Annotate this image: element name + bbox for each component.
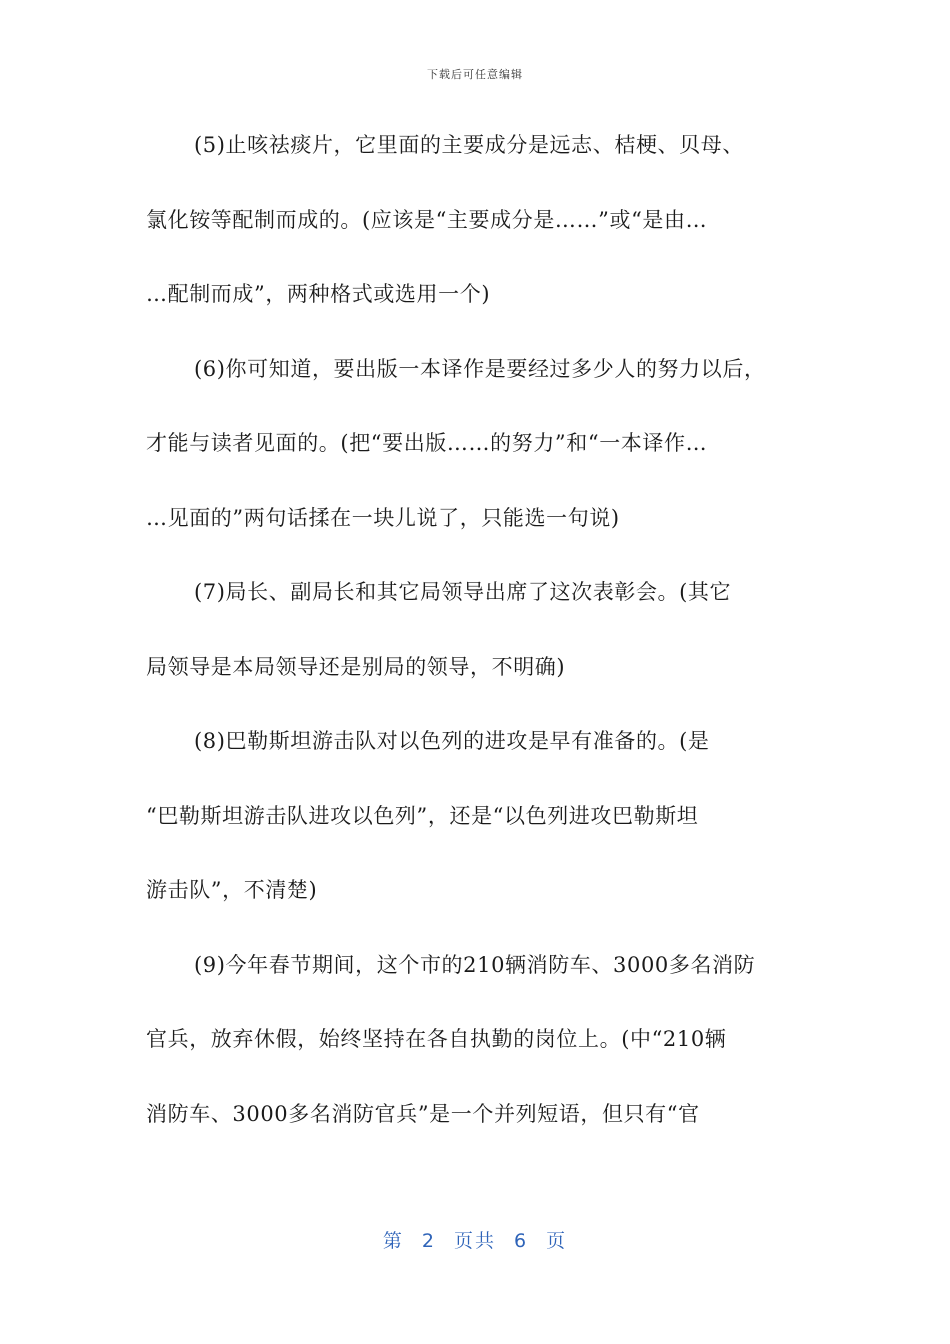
paragraph-line: (7)局长、副局长和其它局领导出席了这次表彰会。(其它: [194, 580, 732, 604]
total-pages-number: 6: [514, 1230, 529, 1252]
paragraph-line: (9)今年春节期间，这个市的210辆消防车、3000多名消防: [194, 952, 756, 977]
footer-middle: 页共: [453, 1230, 496, 1252]
footer-suffix: 页: [546, 1230, 568, 1252]
paragraph-line: (6)你可知道，要出版一本译作是要经过多少人的努力以后，: [194, 356, 766, 381]
paragraph-line: …见面的”两句话揉在一块儿说了，只能选一句说): [146, 505, 620, 530]
paragraph-line: (5)止咳祛痰片，它里面的主要成分是远志、桔梗、贝母、: [194, 133, 744, 157]
paragraph-line: (8)巴勒斯坦游击队对以色列的进攻是早有准备的。(是: [194, 729, 710, 753]
body-text: [146, 122, 814, 1165]
paragraph-line: 氯化铵等配制而成的。(应该是“主要成分是……”或“是由…: [146, 207, 708, 232]
footer-prefix: 第: [382, 1230, 404, 1252]
page-footer: [0, 1226, 950, 1253]
paragraph-line: 官兵，放弃休假，始终坚持在各自执勤的岗位上。(中“210辆: [146, 1027, 727, 1051]
paragraph-line: 游击队”，不清楚): [146, 878, 318, 902]
paragraph-line: 消防车、3000多名消防官兵”是一个并列短语，但只有“官: [146, 1101, 700, 1126]
paragraph-line: 局领导是本局领导还是别局的领导，不明确): [146, 654, 566, 679]
paragraph-line: “巴勒斯坦游击队进攻以色列”，还是“以色列进攻巴勒斯坦: [146, 803, 699, 828]
header-note: 下载后可任意编辑: [427, 68, 523, 81]
current-page-number: 2: [421, 1230, 436, 1252]
paragraph-line: …配制而成”，两种格式或选用一个): [146, 282, 491, 306]
paragraph-line: 才能与读者见面的。(把“要出版……的努力”和“一本译作…: [146, 431, 708, 455]
